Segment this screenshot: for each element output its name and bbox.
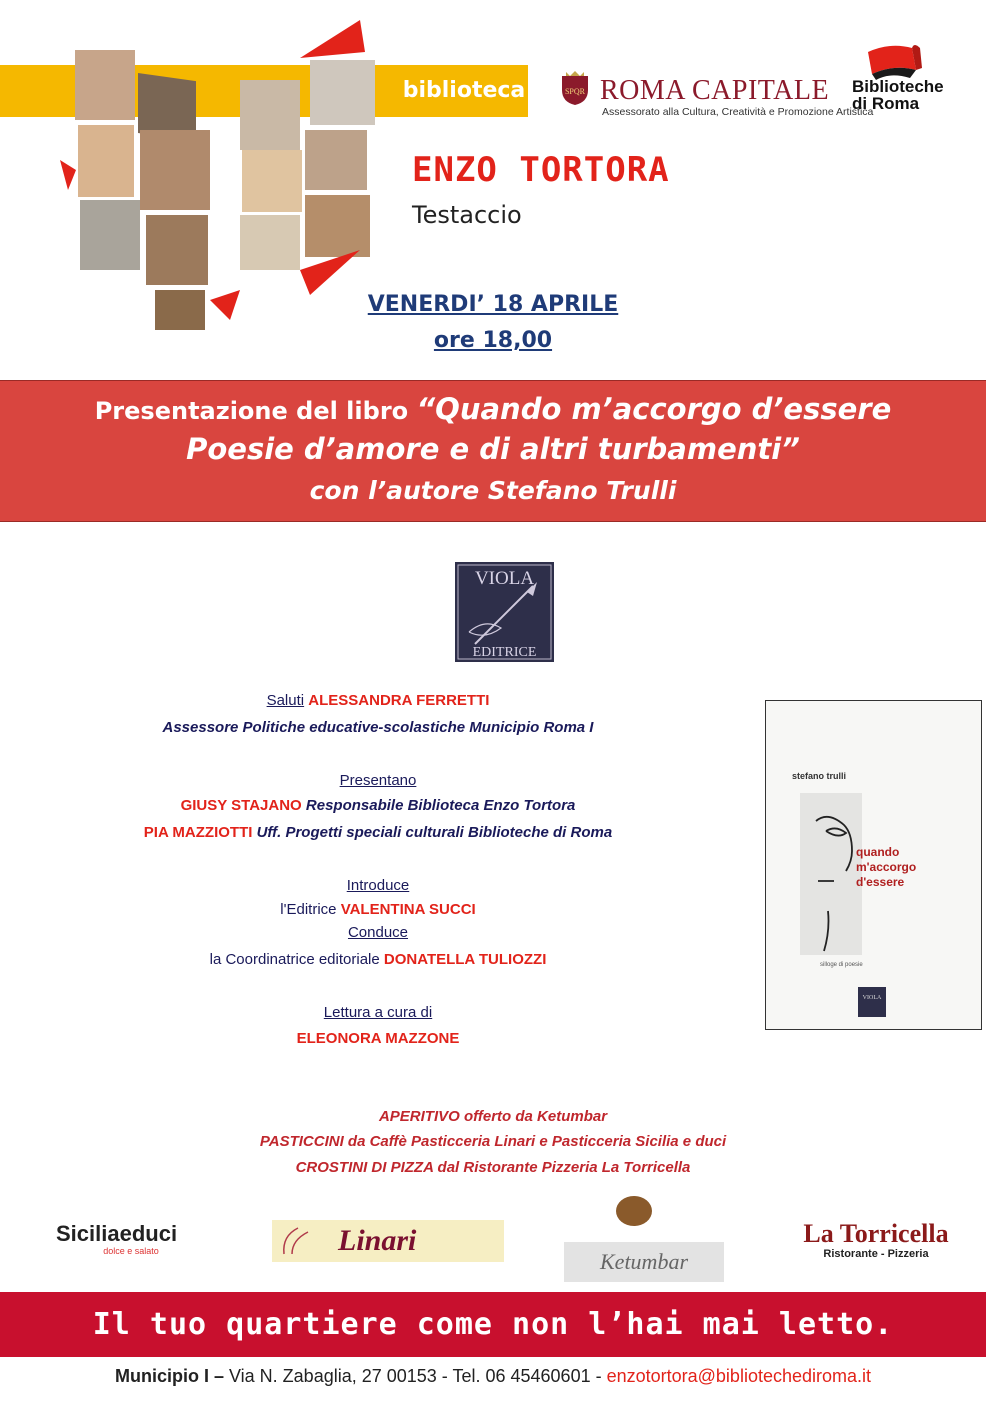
slogan: Il tuo quartiere come non l’hai mai letto.	[92, 1307, 894, 1342]
sponsor-la-torricella-logo	[796, 1220, 956, 1264]
presenter-1	[0, 797, 756, 814]
footer-contacts	[0, 1366, 986, 1387]
linari-leaf-icon	[278, 1224, 318, 1258]
photo-collage-right	[240, 60, 375, 270]
biblioteche-di-roma-logo-text	[852, 78, 944, 112]
cover-title-l2: m'accorgo	[856, 860, 917, 874]
conduce-label: Conduce	[347, 924, 409, 941]
event-time: ore 18,00	[433, 328, 553, 353]
lettura-person	[0, 1030, 756, 1047]
book-title-part2: Poesie d’amore e di altri turbamenti”	[186, 432, 800, 466]
presenter-2	[0, 824, 756, 841]
bdr-line1: Biblioteche	[852, 77, 944, 96]
torricella-logo-text: La Torricella	[803, 1219, 949, 1248]
sicilia-logo-text: Siciliaeduci	[56, 1221, 178, 1246]
cover-author: stefano trulli	[792, 771, 847, 781]
viola-editrice-logo	[455, 562, 554, 662]
cover-badge: VIOLA	[862, 995, 882, 1001]
conduce-line	[0, 924, 756, 941]
roma-crest-icon	[560, 70, 590, 106]
saluti-label: Saluti	[266, 692, 305, 709]
ketumbar-seed-icon	[616, 1196, 652, 1226]
cover-title-l3: d'essere	[856, 875, 905, 889]
sicilia-logo-sub: dolce e salato	[103, 1246, 159, 1256]
library-name: ENZO TORTORA	[412, 150, 670, 190]
sponsor-linari-logo	[272, 1220, 504, 1262]
bdr-line2: di Roma	[852, 94, 920, 113]
aperitivo-line3: CROSTINI DI PIZZA dal Ristorante Pizzeria La Torricella	[295, 1159, 691, 1176]
aperitivo-line2: PASTICCINI da Caffè Pasticceria Linari e Pasticceria Sicilia e duci	[259, 1133, 727, 1150]
introduce-name: VALENTINA SUCCI	[340, 901, 476, 918]
roma-capitale-subtitle: Assessorato alla Cultura, Creatività e Promozione Artistica	[602, 106, 874, 118]
presenter-2-role: Uff. Progetti speciali culturali Biblioteche di Roma	[252, 824, 613, 841]
lettura-name: ELEONORA MAZZONE	[296, 1030, 460, 1047]
author-line: con l’autore Stefano Trulli	[309, 476, 677, 505]
introduce-label: Introduce	[346, 877, 410, 894]
footer-email-link[interactable]: enzotortora@bibliotechediroma.it	[606, 1366, 872, 1386]
saluti-line	[0, 692, 756, 709]
presentano-label: Presentano	[339, 772, 417, 789]
cover-series: silloge di poesie	[820, 962, 863, 968]
photo-collage-left	[75, 50, 210, 330]
lettura-label: Lettura a cura di	[323, 1004, 433, 1021]
cover-title-l1: quando	[856, 845, 900, 859]
saluti-name: ALESSANDRA FERRETTI	[308, 692, 490, 709]
presenter-2-name: PIA MAZZIOTTI	[143, 824, 253, 841]
ketumbar-logo-text: Ketumbar	[564, 1242, 724, 1282]
library-area: Testaccio	[412, 201, 522, 229]
biblioteca-tag: biblioteca	[400, 67, 528, 115]
introduce-person	[0, 901, 756, 918]
conduce-prefix: la Coordinatrice editoriale	[209, 951, 384, 968]
sponsor-sicilia-e-duci-logo	[56, 1222, 236, 1262]
aperitivo-line1: APERITIVO offerto da Ketumbar	[378, 1108, 608, 1125]
footer-address: Via N. Zabaglia, 27 00153 - Tel. 06 45460601 -	[228, 1366, 607, 1386]
presentano-line	[0, 772, 756, 789]
linari-logo-text: Linari	[338, 1224, 417, 1257]
introduce-line	[0, 877, 756, 894]
footer-municipio: Municipio I –	[114, 1366, 229, 1386]
roma-capitale-title: ROMA CAPITALE	[600, 75, 830, 106]
viola-logo-top-text: VIOLA	[474, 568, 535, 589]
viola-logo-bottom-text: EDITRICE	[472, 645, 537, 660]
banner-line1	[0, 392, 986, 426]
red-swoosh-top	[300, 20, 365, 58]
svg-text:SPQR: SPQR	[564, 87, 586, 96]
conduce-person	[0, 951, 756, 968]
saluti-role: Assessore Politiche educative-scolastiche Municipio Roma I	[162, 719, 594, 736]
torricella-logo-sub: Ristorante - Pizzeria	[823, 1248, 929, 1260]
banner-prefix: Presentazione del libro	[94, 397, 417, 425]
event-date: VENERDI’ 18 APRILE	[367, 292, 619, 317]
conduce-name: DONATELLA TULIOZZI	[383, 951, 547, 968]
presenter-1-role: Responsabile Biblioteca Enzo Tortora	[301, 797, 576, 814]
book-cover-image	[765, 700, 982, 1030]
presenter-1-name: GIUSY STAJANO	[180, 797, 302, 814]
introduce-prefix: l'Editrice	[280, 901, 341, 918]
sponsor-ketumbar-logo	[548, 1196, 724, 1288]
book-title-part1: “Quando m’accorgo d’essere	[416, 392, 892, 426]
lettura-line	[0, 1004, 756, 1021]
